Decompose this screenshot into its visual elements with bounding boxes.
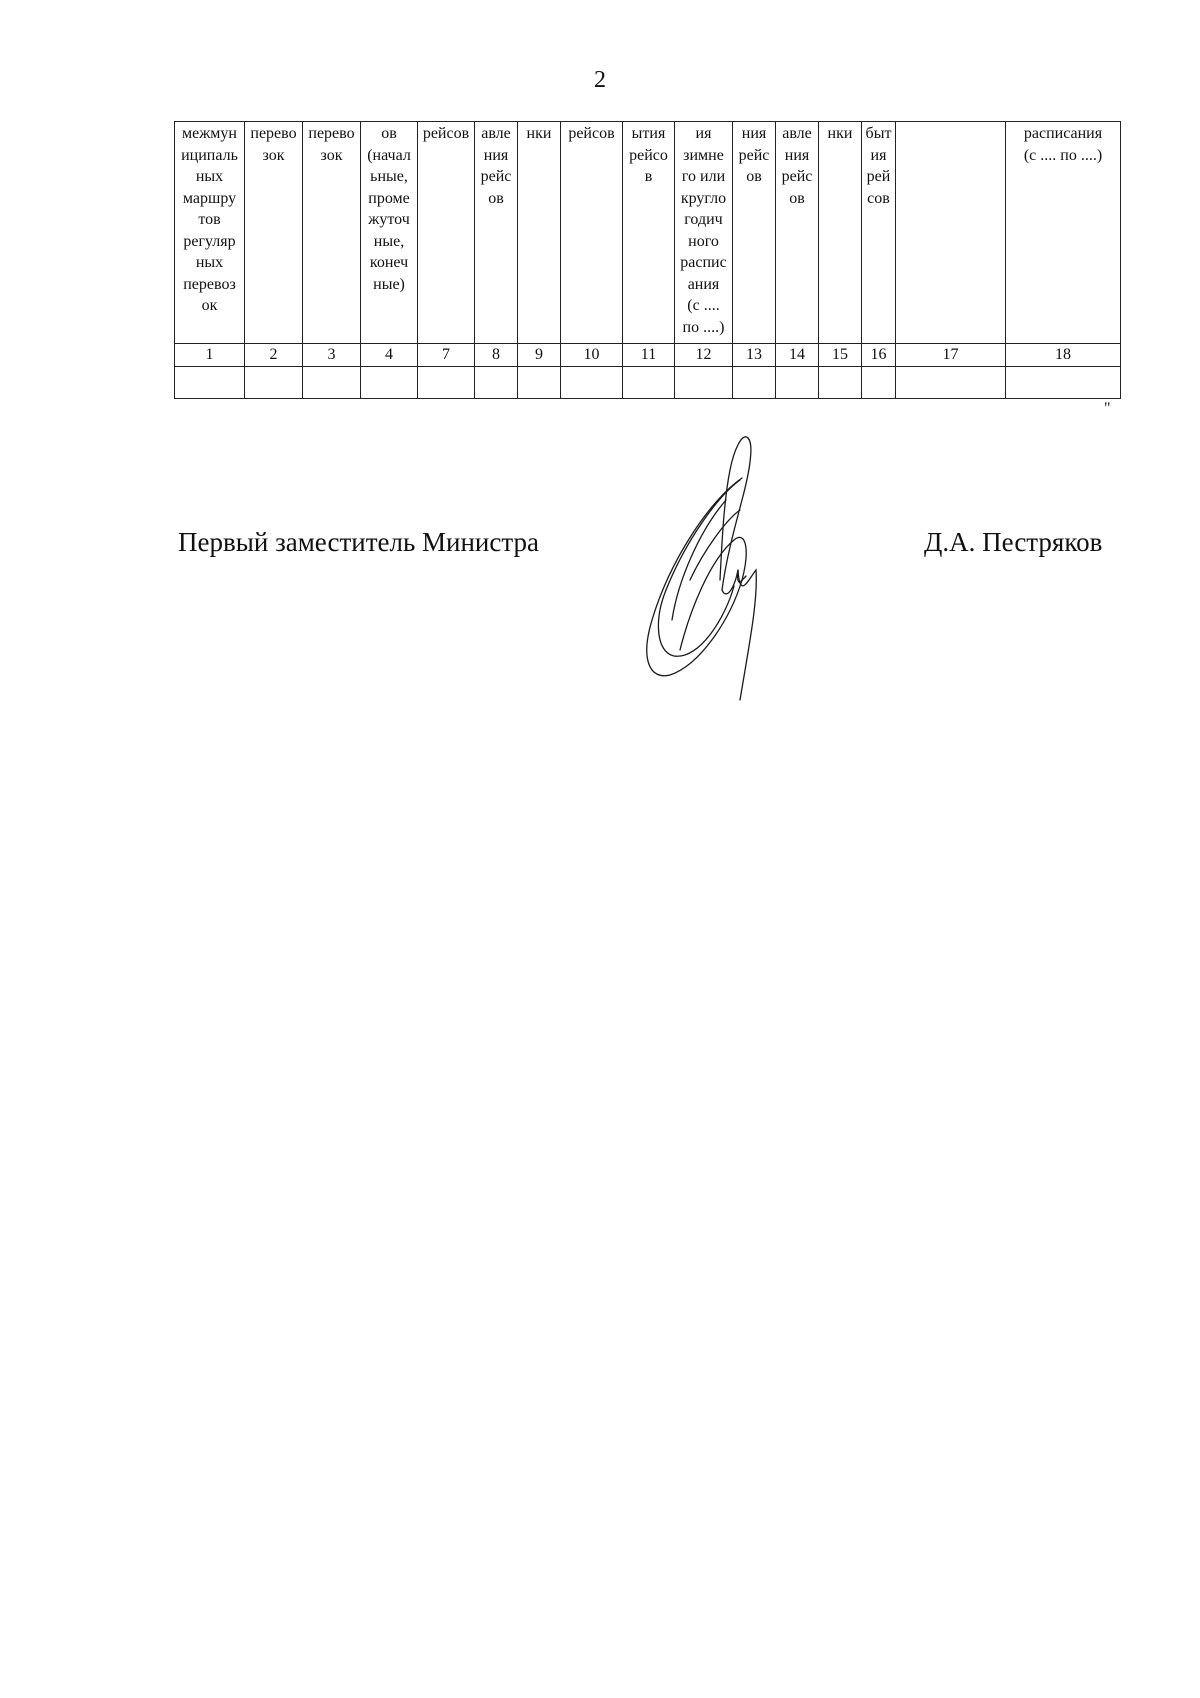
header-cell-line: ные) xyxy=(373,275,405,293)
header-cell xyxy=(733,122,776,344)
empty-cell xyxy=(819,367,862,399)
header-cell-line: ания xyxy=(687,275,720,293)
signatory-name: Д.А. Пестряков xyxy=(924,527,1103,557)
header-cell-line: рейсов xyxy=(422,125,470,142)
header-cell xyxy=(418,122,475,344)
header-cell-line: ия xyxy=(695,125,712,142)
column-number-cell: 7 xyxy=(418,344,475,367)
header-cell-line: перево xyxy=(308,125,355,142)
header-cell-line: проме xyxy=(368,189,410,207)
handwritten-signature xyxy=(630,430,830,720)
header-cell-line: зок xyxy=(262,146,285,164)
header-cell xyxy=(819,122,862,344)
column-number-cell: 15 xyxy=(819,344,862,367)
header-cell-line: (с .... xyxy=(687,297,720,314)
empty-cell xyxy=(862,367,896,399)
empty-cell xyxy=(733,367,776,399)
header-cell-line: ных xyxy=(195,254,224,271)
empty-cell xyxy=(245,367,303,399)
header-cell xyxy=(776,122,819,344)
header-cell-line: зок xyxy=(320,146,343,164)
header-cell-line: рейс xyxy=(738,146,770,164)
header-cell-line: ов xyxy=(746,168,762,185)
header-cell-line: по ....) xyxy=(682,318,725,336)
header-cell xyxy=(303,122,361,344)
column-number-cell: 2 xyxy=(245,344,303,367)
header-cell-line: регуляр xyxy=(183,232,236,250)
header-cell-line: ния xyxy=(741,125,767,142)
empty-cell xyxy=(561,367,623,399)
header-cell xyxy=(475,122,518,344)
header-cell-line: нки xyxy=(827,125,853,142)
header-cell xyxy=(518,122,561,344)
column-number-cell: 10 xyxy=(561,344,623,367)
empty-cell xyxy=(518,367,561,399)
header-cell-line: годич xyxy=(684,211,723,228)
page-number: 2 xyxy=(594,67,606,93)
header-cell-line: рейсов xyxy=(568,125,615,142)
signatory-title: Первый заместитель Министра xyxy=(178,527,539,557)
header-cell-line: быт xyxy=(865,125,892,142)
header-cell xyxy=(623,122,675,344)
header-cell-line: ытия xyxy=(631,125,666,142)
header-cell-line: перевоз xyxy=(183,275,236,293)
empty-cell xyxy=(303,367,361,399)
column-number-cell: 9 xyxy=(518,344,561,367)
header-cell-line: ок xyxy=(201,297,218,314)
header-cell-line: тов xyxy=(198,211,221,228)
header-cell-line: межмун xyxy=(182,125,237,142)
header-cell-line: (начал xyxy=(367,146,411,164)
column-number-row xyxy=(175,344,1121,367)
column-number-cell: 16 xyxy=(862,344,896,367)
empty-cell xyxy=(896,367,1006,399)
header-cell-line: ных xyxy=(195,168,224,185)
column-number-cell: 8 xyxy=(475,344,518,367)
header-cell-line: авле xyxy=(481,125,511,142)
table-header-row xyxy=(175,122,1121,344)
empty-cell xyxy=(418,367,475,399)
header-cell-line: зимне xyxy=(683,146,724,164)
header-cell xyxy=(245,122,303,344)
column-number-cell: 11 xyxy=(623,344,675,367)
table-empty-row xyxy=(175,367,1121,399)
header-cell-line: рейс xyxy=(480,168,512,185)
column-number-cell: 14 xyxy=(776,344,819,367)
header-cell-line: (с .... по ....) xyxy=(1023,146,1103,164)
header-cell xyxy=(862,122,896,344)
header-cell-line: в xyxy=(644,168,653,185)
column-number-cell: 17 xyxy=(896,344,1006,367)
header-cell-line: маршру xyxy=(182,189,237,207)
header-cell-line: расписания xyxy=(1023,125,1103,142)
header-cell xyxy=(561,122,623,344)
empty-cell xyxy=(623,367,675,399)
header-cell-line: авле xyxy=(782,125,812,142)
column-number-cell: 4 xyxy=(361,344,418,367)
header-cell xyxy=(896,122,1006,344)
header-cell xyxy=(175,122,245,344)
header-cell-line: перево xyxy=(250,125,297,142)
header-cell-line: иципаль xyxy=(181,146,238,164)
header-cell-line: ного xyxy=(688,232,719,250)
header-cell-line: ния xyxy=(483,146,509,164)
header-cell-line: распис xyxy=(680,254,727,271)
empty-cell xyxy=(475,367,518,399)
header-cell-line: ия xyxy=(870,146,887,164)
closing-quote: " xyxy=(1104,400,1111,417)
header-cell-line: ные, xyxy=(373,232,405,250)
header-cell-line: сов xyxy=(867,189,890,207)
empty-cell xyxy=(361,367,418,399)
header-cell-line: жуточ xyxy=(368,211,410,228)
header-cell-line: ния xyxy=(784,146,810,164)
header-cell-line: кругло xyxy=(680,189,727,207)
header-cell-line: го или xyxy=(681,168,726,185)
header-cell-line: ов xyxy=(488,189,504,207)
header-cell-line: ов xyxy=(381,125,397,142)
header-cell-line: рейсо xyxy=(629,146,668,164)
column-number-cell: 1 xyxy=(175,344,245,367)
header-cell-line: ов xyxy=(789,189,805,207)
header-cell-line: рейс xyxy=(781,168,813,185)
header-cell-line: ьные, xyxy=(370,168,408,185)
header-cell-line: конеч xyxy=(369,254,409,271)
column-number-cell: 12 xyxy=(675,344,733,367)
column-number-cell: 18 xyxy=(1006,344,1121,367)
header-cell xyxy=(675,122,733,344)
header-cell-line: нки xyxy=(526,125,552,142)
empty-cell xyxy=(776,367,819,399)
header-cell xyxy=(1006,122,1121,344)
empty-cell xyxy=(675,367,733,399)
header-cell-line: рей xyxy=(866,168,891,185)
empty-cell xyxy=(1006,367,1121,399)
header-cell xyxy=(361,122,418,344)
column-number-cell: 3 xyxy=(303,344,361,367)
column-number-cell: 13 xyxy=(733,344,776,367)
route-table xyxy=(174,121,1121,399)
empty-cell xyxy=(175,367,245,399)
